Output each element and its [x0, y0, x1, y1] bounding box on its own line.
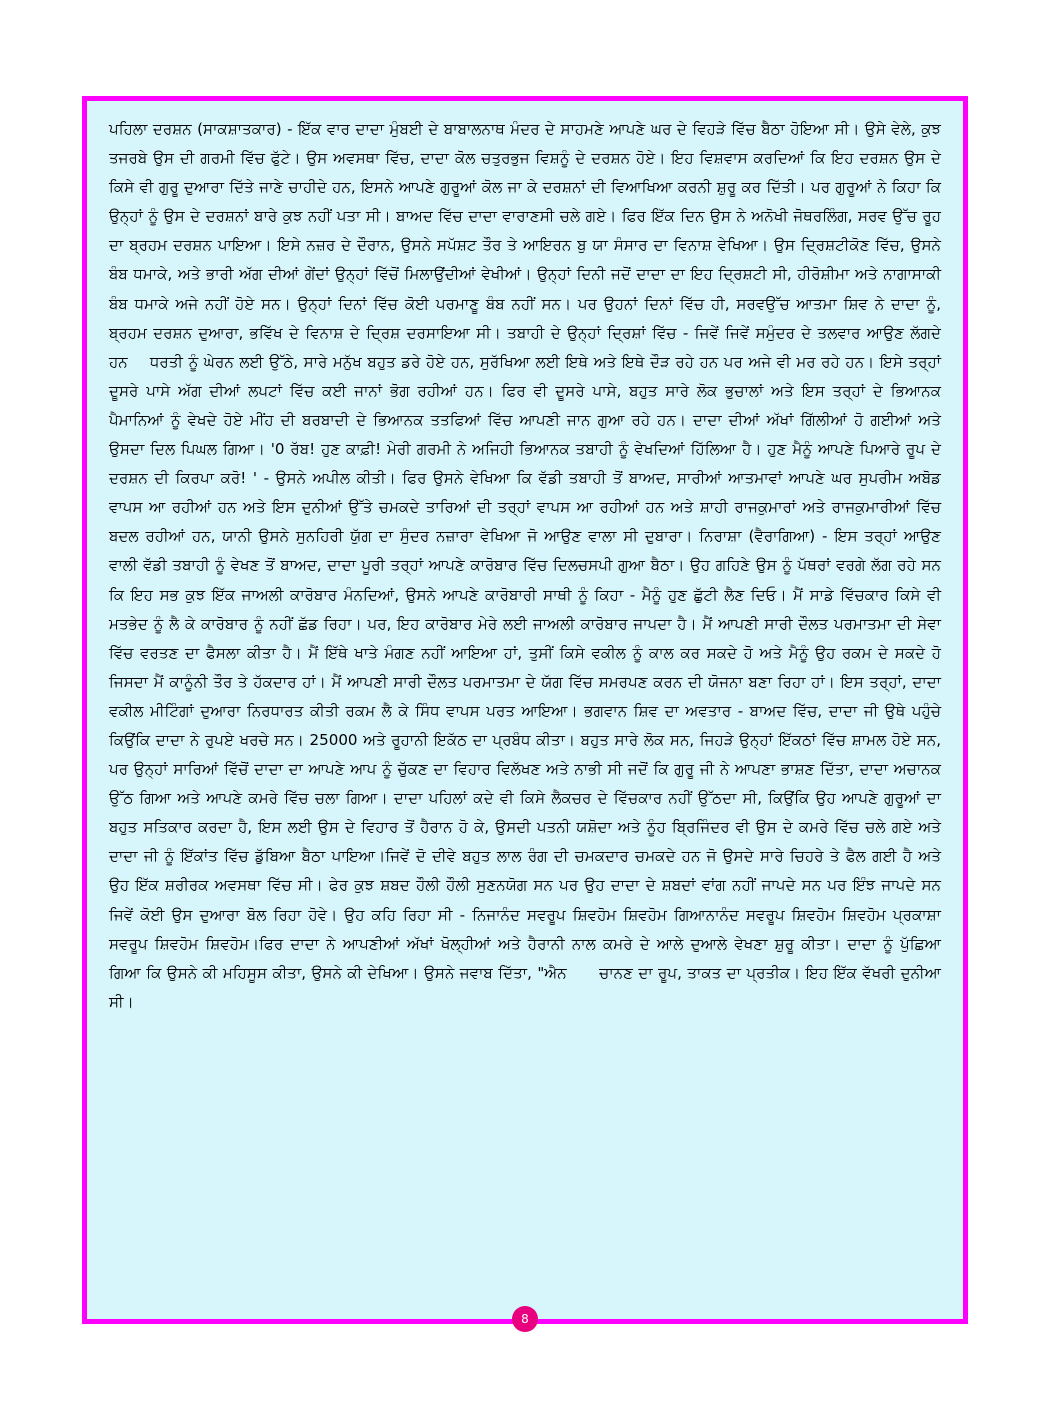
document-page [82, 96, 968, 1324]
page-number-container [87, 1306, 963, 1332]
page-body-text: ਪਹਿਲਾ ਦਰਸ਼ਨ (ਸਾਕਸ਼ਾਤਕਾਰ) - ਇੱਕ ਵਾਰ ਦਾਦਾ ਮੁੰਬਈ ਦੇ ਬਾਬਾਲਨਾਥ ਮੰਦਰ ਦੇ ਸਾਹਮਣੇ ਆਪਣੇ ਘਰ ਦੇ ਵਿਹੜੇ ਵਿੱਚ ਬੈਠਾ ਹੋਇਆ ਸੀ। ਉਸੇ ਵੇਲੇ, ਕੁਝ ਤਜਰਬੇ ਉਸ ਦੀ ਗਰਮੀ ਵਿੱਚ ਫੁੱਟੇ। ਉਸ ਅਵਸਥਾ ਵਿੱਚ, ਦਾਦਾ ਕੋਲ ਚਤੁਰਭੁਜ ਵਿਸ਼ਨੂੰ ਦੇ ਦਰਸ਼ਨ ਹੋਏ। ਇਹ ਵਿਸ਼ਵਾਸ ਕਰਦਿਆਂ ਕਿ ਇਹ ਦਰਸ਼ਨ ਉਸ ਦੇ ਕਿਸੇ ਵੀ ਗੁਰੂ ਦੁਆਰਾ ਦਿੱਤੇ ਜਾਣੇ ਚਾਹੀਦੇ ਹਨ, ਇਸਨੇ ਆਪਣੇ ਗੁਰੂਆਂ ਕੋਲ ਜਾ ਕੇ ਦਰਸ਼ਨਾਂ ਦੀ ਵਿਆਖਿਆ ਕਰਨੀ ਸ਼ੁਰੂ ਕਰ ਦਿੱਤੀ। ਪਰ ਗੁਰੂਆਂ ਨੇ ਕਿਹਾ ਕਿ ਉਨ੍ਹਾਂ ਨੂੰ ਉਸ ਦੇ ਦਰਸ਼ਨਾਂ ਬਾਰੇ ਕੁਝ ਨਹੀਂ ਪਤਾ ਸੀ। ਬਾਅਦ ਵਿੱਚ ਦਾਦਾ ਵਾਰਾਣਸੀ ਚਲੇ ਗਏ। ਫਿਰ ਇੱਕ ਦਿਨ ਉਸ ਨੇ ਅਨੋਖੀ ਜੋਥਰਲਿੰਗ, ਸਰਵ ਉੱਚ ਰੂਹ ਦਾ ਬ੍ਰਹਮ ਦਰਸ਼ਨ ਪਾਇਆ। ਇਸੇ ਨਜ਼ਰ ਦੇ ਦੌਰਾਨ, ਉਸਨੇ ਸਪੱਸ਼ਟ ਤੌਰ ਤੇ ਆਇਰਨ ਬੁ ਯਾ ਸੰਸਾਰ ਦਾ ਵਿਨਾਸ਼ ਵੇਖਿਆ। ਉਸ ਦ੍ਰਿਸ਼ਟੀਕੋਣ ਵਿੱਚ, ਉਸਨੇ ਬੰਬ ਧਮਾਕੇ, ਅਤੇ ਭਾਰੀ ਅੱਗ ਦੀਆਂ ਗੇਂਦਾਂ ਉਨ੍ਹਾਂ ਵਿੱਚੋਂ ਮਿਲਾਉਂਦੀਆਂ ਵੇਖੀਆਂ। ਉਨ੍ਹਾਂ ਦਿਨੀ ਜਦੋਂ ਦਾਦਾ ਦਾ ਇਹ ਦ੍ਰਿਸ਼ਟੀ ਸੀ, ਹੀਰੋਸ਼ੀਮਾ ਅਤੇ ਨਾਗਾਸਾਕੀ ਬੰਬ ਧਮਾਕੇ ਅਜੇ ਨਹੀਂ ਹੋਏ ਸਨ। ਉਨ੍ਹਾਂ ਦਿਨਾਂ ਵਿੱਚ ਕੋਈ ਪਰਮਾਣੂ ਬੰਬ ਨਹੀਂ ਸਨ। ਪਰ ਉਹਨਾਂ ਦਿਨਾਂ ਵਿੱਚ ਹੀ, ਸਰਵਉੱਚ ਆਤਮਾ ਸ਼ਿਵ ਨੇ ਦਾਦਾ ਨੂੰ, ਬ੍ਰਹਮ ਦਰਸ਼ਨ ਦੁਆਰਾ, ਭਵਿੱਖ ਦੇ ਵਿਨਾਸ਼ ਦੇ ਦ੍ਰਿਸ਼ ਦਰਸਾਇਆ ਸੀ। ਤਬਾਹੀ ਦੇ ਉਨ੍ਹਾਂ ਦ੍ਰਿਸ਼ਾਂ ਵਿੱਚ - ਜਿਵੇਂ ਜਿਵੇਂ ਸਮੁੰਦਰ ਦੇ ਤਲਵਾਰ ਆਉਣ ਲੱਗਦੇ ਹਨ ਧਰਤੀ ਨੂੰ ਘੇਰਨ ਲਈ ਉੱਠੇ, ਸਾਰੇ ਮਨੁੱਖ ਬਹੁਤ ਡਰੇ ਹੋਏ ਹਨ, ਸੁਰੱਖਿਆ ਲਈ ਇਥੇ ਅਤੇ ਇਥੇ ਦੌੜ ਰਹੇ ਹਨ ਪਰ ਅਜੇ ਵੀ ਮਰ ਰਹੇ ਹਨ। ਇਸੇ ਤਰ੍ਹਾਂ ਦੂਸਰੇ ਪਾਸੇ ਅੱਗ ਦੀਆਂ ਲਪਟਾਂ ਵਿੱਚ ਕਈ ਜਾਨਾਂ ਭੋਗ ਰਹੀਆਂ ਹਨ। ਫਿਰ ਵੀ ਦੂਸਰੇ ਪਾਸੇ, ਬਹੁਤ ਸਾਰੇ ਲੋਕ ਭੁਚਾਲਾਂ ਅਤੇ ਇਸ ਤਰ੍ਹਾਂ ਦੇ ਭਿਆਨਕ ਪੈਮਾਨਿਆਂ ਨੂੰ ਵੇਖਦੇ ਹੋਏ ਮੀਂਹ ਦੀ ਬਰਬਾਦੀ ਦੇ ਭਿਆਨਕ ਤਤਫਿਆਂ ਵਿੱਚ ਆਪਣੀ ਜਾਨ ਗੁਆ ਰਹੇ ਹਨ। ਦਾਦਾ ਦੀਆਂ ਅੱਖਾਂ ਗਿੱਲੀਆਂ ਹੋ ਗਈਆਂ ਅਤੇ ਉਸਦਾ ਦਿਲ ਪਿਘਲ ਗਿਆ। '0 ਰੱਬ! ਹੁਣ ਕਾਫ਼ੀ! ਮੇਰੀ ਗਰਮੀ ਨੇ ਅਜਿਹੀ ਭਿਆਨਕ ਤਬਾਹੀ ਨੂੰ ਵੇਖਦਿਆਂ ਹਿੱਲਿਆ ਹੈ। ਹੁਣ ਮੈਨੂੰ ਆਪਣੇ ਪਿਆਰੇ ਰੂਪ ਦੇ ਦਰਸ਼ਨ ਦੀ ਕਿਰਪਾ ਕਰੋ! ' - ਉਸਨੇ ਅਪੀਲ ਕੀਤੀ। ਫਿਰ ਉਸਨੇ ਵੇਖਿਆ ਕਿ ਵੱਡੀ ਤਬਾਹੀ ਤੋਂ ਬਾਅਦ, ਸਾਰੀਆਂ ਆਤਮਾਵਾਂ ਆਪਣੇ ਘਰ ਸੁਪਰੀਮ ਅਬੋਡ ਵਾਪਸ ਆ ਰਹੀਆਂ ਹਨ ਅਤੇ ਇਸ ਦੁਨੀਆਂ ਉੱਤੇ ਚਮਕਦੇ ਤਾਰਿਆਂ ਦੀ ਤਰ੍ਹਾਂ ਵਾਪਸ ਆ ਰਹੀਆਂ ਹਨ ਅਤੇ ਸ਼ਾਹੀ ਰਾਜਕੁਮਾਰਾਂ ਅਤੇ ਰਾਜਕੁਮਾਰੀਆਂ ਵਿੱਚ ਬਦਲ ਰਹੀਆਂ ਹਨ, ਯਾਨੀ ਉਸਨੇ ਸੁਨਹਿਰੀ ਯੁੱਗ ਦਾ ਸੁੰਦਰ ਨਜ਼ਾਰਾ ਵੇਖਿਆ ਜੋ ਆਉਣ ਵਾਲਾ ਸੀ ਦੁਬਾਰਾ। ਨਿਰਾਸ਼ਾ (ਵੈਰਾਗਿਆ) - ਇਸ ਤਰ੍ਹਾਂ ਆਉਣ ਵਾਲੀ ਵੱਡੀ ਤਬਾਹੀ ਨੂੰ ਵੇਖਣ ਤੋਂ ਬਾਅਦ, ਦਾਦਾ ਪੂਰੀ ਤਰ੍ਹਾਂ ਆਪਣੇ ਕਾਰੋਬਾਰ ਵਿੱਚ ਦਿਲਚਸਪੀ ਗੁਆ ਬੈਠਾ। ਉਹ ਗਹਿਣੇ ਉਸ ਨੂੰ ਪੱਥਰਾਂ ਵਰਗੇ ਲੱਗ ਰਹੇ ਸਨ ਕਿ ਇਹ ਸਭ ਕੁਝ ਇੱਕ ਜਾਅਲੀ ਕਾਰੋਬਾਰ ਮੰਨਦਿਆਂ, ਉਸਨੇ ਆਪਣੇ ਕਾਰੋਬਾਰੀ ਸਾਥੀ ਨੂੰ ਕਿਹਾ - ਮੈਨੂੰ ਹੁਣ ਛੁੱਟੀ ਲੈਣ ਦਿਓ। ਮੈਂ ਸਾਡੇ ਵਿੱਚਕਾਰ ਕਿਸੇ ਵੀ ਮਤਭੇਦ ਨੂੰ ਲੈ ਕੇ ਕਾਰੋਬਾਰ ਨੂੰ ਨਹੀਂ ਛੱਡ ਰਿਹਾ। ਪਰ, ਇਹ ਕਾਰੋਬਾਰ ਮੇਰੇ ਲਈ ਜਾਅਲੀ ਕਾਰੋਬਾਰ ਜਾਪਦਾ ਹੈ। ਮੈਂ ਆਪਣੀ ਸਾਰੀ ਦੌਲਤ ਪਰਮਾਤਮਾ ਦੀ ਸੇਵਾ ਵਿੱਚ ਵਰਤਣ ਦਾ ਫੈਸਲਾ ਕੀਤਾ ਹੈ। ਮੈਂ ਇੱਥੇ ਖਾਤੇ ਮੰਗਣ ਨਹੀਂ ਆਇਆ ਹਾਂ, ਤੁਸੀਂ ਕਿਸੇ ਵਕੀਲ ਨੂੰ ਕਾਲ ਕਰ ਸਕਦੇ ਹੋ ਅਤੇ ਮੈਨੂੰ ਉਹ ਰਕਮ ਦੇ ਸਕਦੇ ਹੋ ਜਿਸਦਾ ਮੈਂ ਕਾਨੂੰਨੀ ਤੌਰ ਤੇ ਹੱਕਦਾਰ ਹਾਂ। ਮੈਂ ਆਪਣੀ ਸਾਰੀ ਦੌਲਤ ਪਰਮਾਤਮਾ ਦੇ ਯੱਗ ਵਿੱਚ ਸਮਰਪਣ ਕਰਨ ਦੀ ਯੋਜਨਾ ਬਣਾ ਰਿਹਾ ਹਾਂ। ਇਸ ਤਰ੍ਹਾਂ, ਦਾਦਾ ਵਕੀਲ ਮੀਟਿੰਗਾਂ ਦੁਆਰਾ ਨਿਰਧਾਰਤ ਕੀਤੀ ਰਕਮ ਲੈ ਕੇ ਸਿੰਧ ਵਾਪਸ ਪਰਤ ਆਇਆ। ਭਗਵਾਨ ਸ਼ਿਵ ਦਾ ਅਵਤਾਰ - ਬਾਅਦ ਵਿੱਚ, ਦਾਦਾ ਜੀ ਉਥੇ ਪਹੁੰਚੇ ਕਿਉਂਕਿ ਦਾਦਾ ਨੇ ਰੁਪਏ ਖਰਚੇ ਸਨ। 25000 ਅਤੇ ਰੂਹਾਨੀ ਇਕੱਠ ਦਾ ਪ੍ਰਬੰਧ ਕੀਤਾ। ਬਹੁਤ ਸਾਰੇ ਲੋਕ ਸਨ, ਜਿਹੜੇ ਉਨ੍ਹਾਂ ਇੱਕਠਾਂ ਵਿੱਚ ਸ਼ਾਮਲ ਹੋਏ ਸਨ, ਪਰ ਉਨ੍ਹਾਂ ਸਾਰਿਆਂ ਵਿੱਚੋਂ ਦਾਦਾ ਦਾ ਆਪਣੇ ਆਪ ਨੂੰ ਚੁੱਕਣ ਦਾ ਵਿਹਾਰ ਵਿਲੱਖਣ ਅਤੇ ਨਾਭੀ ਸੀ ਜਦੋਂ ਕਿ ਗੁਰੂ ਜੀ ਨੇ ਆਪਣਾ ਭਾਸ਼ਣ ਦਿੱਤਾ, ਦਾਦਾ ਅਚਾਨਕ ਉੱਠ ਗਿਆ ਅਤੇ ਆਪਣੇ ਕਮਰੇ ਵਿੱਚ ਚਲਾ ਗਿਆ। ਦਾਦਾ ਪਹਿਲਾਂ ਕਦੇ ਵੀ ਕਿਸੇ ਲੈਕਚਰ ਦੇ ਵਿੱਚਕਾਰ ਨਹੀਂ ਉੱਠਦਾ ਸੀ, ਕਿਉਂਕਿ ਉਹ ਆਪਣੇ ਗੁਰੂਆਂ ਦਾ ਬਹੁਤ ਸਤਿਕਾਰ ਕਰਦਾ ਹੈ, ਇਸ ਲਈ ਉਸ ਦੇ ਵਿਹਾਰ ਤੋਂ ਹੈਰਾਨ ਹੋ ਕੇ, ਉਸਦੀ ਪਤਨੀ ਯਸ਼ੋਦਾ ਅਤੇ ਨੂੰਹ ਬ੍ਰਿਜਿੰਦਰ ਵੀ ਉਸ ਦੇ ਕਮਰੇ ਵਿੱਚ ਚਲੇ ਗਏ ਅਤੇ ਦਾਦਾ ਜੀ ਨੂੰ ਇੱਕਾਂਤ ਵਿੱਚ ਡੁੱਬਿਆ ਬੈਠਾ ਪਾਇਆ।ਜਿਵੇਂ ਦੋ ਦੀਵੇ ਬਹੁਤ ਲਾਲ ਰੰਗ ਦੀ ਚਮਕਦਾਰ ਚਮਕਦੇ ਹਨ ਜੋ ਉਸਦੇ ਸਾਰੇ ਚਿਹਰੇ ਤੇ ਫੈਲ ਗਈ ਹੈ ਅਤੇ ਉਹ ਇੱਕ ਸ਼ਰੀਰਕ ਅਵਸਥਾ ਵਿੱਚ ਸੀ। ਫੇਰ ਕੁਝ ਸ਼ਬਦ ਹੌਲੀ ਹੌਲੀ ਸੁਣਨਯੋਗ ਸਨ ਪਰ ਉਹ ਦਾਦਾ ਦੇ ਸ਼ਬਦਾਂ ਵਾਂਗ ਨਹੀਂ ਜਾਪਦੇ ਸਨ ਪਰ ਇੰਝ ਜਾਪਦੇ ਸਨ ਜਿਵੇਂ ਕੋਈ ਉਸ ਦੁਆਰਾ ਬੋਲ ਰਿਹਾ ਹੋਵੇ। ਉਹ ਕਹਿ ਰਿਹਾ ਸੀ - ਨਿਜਾਨੰਦ ਸਵਰੂਪ ਸ਼ਿਵਹੋਮ ਸ਼ਿਵਹੋਮ ਗਿਆਨਾਨੰਦ ਸਵਰੂਪ ਸ਼ਿਵਹੋਮ ਸ਼ਿਵਹੋਮ ਪ੍ਰਕਾਸ਼ਾ ਸਵਰੂਪ ਸ਼ਿਵਹੋਮ ਸ਼ਿਵਹੋਮ।ਫਿਰ ਦਾਦਾ ਨੇ ਆਪਣੀਆਂ ਅੱਖਾਂ ਖੋਲ੍ਹੀਆਂ ਅਤੇ ਹੈਰਾਨੀ ਨਾਲ ਕਮਰੇ ਦੇ ਆਲੇ ਦੁਆਲੇ ਵੇਖਣਾ ਸ਼ੁਰੂ ਕੀਤਾ। ਦਾਦਾ ਨੂੰ ਪੁੱਛਿਆ ਗਿਆ ਕਿ ਉਸਨੇ ਕੀ ਮਹਿਸੂਸ ਕੀਤਾ, ਉਸਨੇ ਕੀ ਦੇਖਿਆ। ਉਸਨੇ ਜਵਾਬ ਦਿੱਤਾ, "ਐਨ ਚਾਨਣ ਦਾ ਰੂਪ, ਤਾਕਤ ਦਾ ਪ੍ਰਤੀਕ। ਇਹ ਇੱਕ ਵੱਖਰੀ ਦੁਨੀਆ ਸੀ। [109, 120, 947, 1011]
page-number-badge: 8 [512, 1306, 538, 1332]
page-content-area [87, 101, 963, 1319]
